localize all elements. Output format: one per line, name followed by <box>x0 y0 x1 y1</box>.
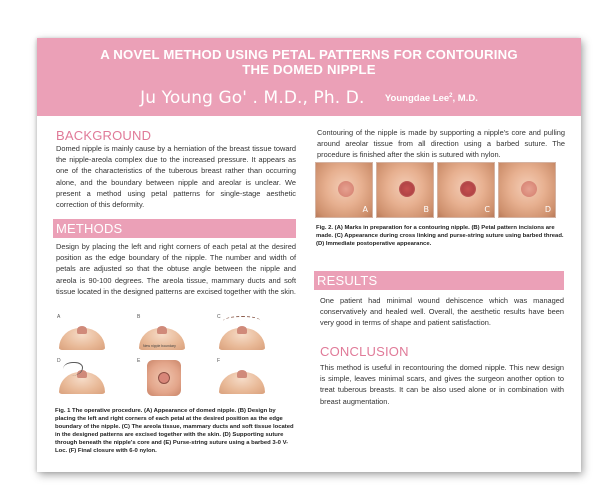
conclusion-text: This method is useful in recontouring the domed nipple. This new design is simple, leaves minimal scars, and gives the surgeon another option to treat tuberous breasts. It can be also used alone or in combination with breast augmentation. <box>320 363 564 406</box>
methods-text: Design by placing the left and right corners of each petal at the desired position as the edge boundary of the nipple. The number and width of petals are adjusted so that the obtuse angle between the nipple and areola is 90-100 degrees. The areola tissue, mammary ducts and soft tissue located in the designed patterns are excised together with the skin. <box>56 242 296 296</box>
figure-1-letter-a: A <box>57 314 61 320</box>
author-second <box>385 93 478 104</box>
author-second-sup: 2 <box>449 92 453 99</box>
figure-1-panel-e <box>137 358 187 398</box>
title-line-1: A NOVEL METHOD USING PETAL PATTERNS FOR CONTOURING <box>100 47 518 62</box>
background-heading: BACKGROUND <box>56 128 152 143</box>
figure-1-letter-d: D <box>57 358 61 364</box>
title-banner <box>37 38 581 116</box>
contouring-text: Contouring of the nipple is made by supporting a nipple's core and pulling around areolar tissue from all direction using a barbed suture. The procedure is finished after the skin is sutured with nylon. <box>317 128 565 160</box>
purse-string-ring <box>158 372 170 384</box>
figure-2-caption: Fig. 2. (A) Marks in preparation for a contouring nipple. (B) Petal pattern incisions are made. (C) Appearance during cross linking and purse-string suture using barbed thread. (D) Immediate postoperative appearance. <box>316 225 564 247</box>
figure-2-letter-b: B <box>423 205 429 214</box>
incision-line <box>223 316 261 326</box>
author-second-name: Youngdae Lee <box>384 93 450 104</box>
figure-1-panel-c <box>217 314 267 354</box>
figure-1-caption: Fig. 1 The operative procedure. (A) Appearance of domed nipple. (B) Design by placing the left and right corners of each petal at the desired position as the edge boundary of the nipple. (C) The areola tissue, mammary ducts and soft tissue located in the designed patterns are excised together with the skin. (D) Supporting suture through beneath the nipple's core and (E) Purse-string suture using a barbed 3-0 V-Loc. (F) Final closure with 6-0 nylon. <box>55 408 294 454</box>
figure-2-letter-d: D <box>544 205 551 214</box>
nipple-illustration <box>237 370 247 378</box>
figure-1-panel-f <box>217 358 267 398</box>
nipple-photo <box>338 181 354 197</box>
figure-1-letter-c: C <box>217 314 221 320</box>
author-second-degree: , M.D. <box>452 93 478 104</box>
nipple-photo <box>460 181 476 197</box>
author-main: Ju Young Go' . M.D., Ph. D. <box>140 88 365 108</box>
background-text: Domed nipple is mainly cause by a herniation of the breast tissue toward the nipple-areola complex due to the increased pressure. It appears as one of the characteristics of the tuberous breast rather than occurring alone, and the boundary between nipple and areolar is unclear. We present a method using petal patterns for single-stage aesthetic correction of this deformity. <box>56 144 296 210</box>
figure-1-panel-d <box>57 358 107 398</box>
methods-heading: METHODS <box>53 219 296 238</box>
author-line <box>37 88 581 108</box>
figure-1-panel-b <box>137 314 187 354</box>
nipple-illustration <box>237 326 247 334</box>
figure-1-inner-label: New nipple boundary <box>143 344 176 348</box>
title-line-2: THE DOMED NIPPLE <box>242 62 376 77</box>
figure-2-photo-c <box>437 162 495 218</box>
figure-1-letter-f: F <box>217 358 221 364</box>
nipple-photo <box>521 181 537 197</box>
nipple-illustration <box>157 326 167 334</box>
poster <box>37 38 581 472</box>
figure-2-letter-c: C <box>484 205 490 214</box>
figure-2-photo-b <box>376 162 434 218</box>
results-heading: RESULTS <box>314 271 564 290</box>
results-text: One patient had minimal wound dehiscence which was managed conservatively and healed well. Overall, the aesthetic results have been very good in terms of shape and patient satisfaction. <box>320 296 564 328</box>
figure-1-letter-b: B <box>137 314 141 320</box>
figure-2-photo-a <box>315 162 373 218</box>
figure-2 <box>315 162 563 220</box>
figure-2-letter-a: A <box>362 205 368 214</box>
nipple-photo <box>399 181 415 197</box>
figure-2-photo-d <box>498 162 556 218</box>
conclusion-heading: CONCLUSION <box>320 344 409 359</box>
nipple-illustration <box>77 326 87 334</box>
poster-title <box>37 47 581 77</box>
figure-1-panel-a <box>57 314 107 354</box>
figure-1-letter-e: E <box>137 358 141 364</box>
